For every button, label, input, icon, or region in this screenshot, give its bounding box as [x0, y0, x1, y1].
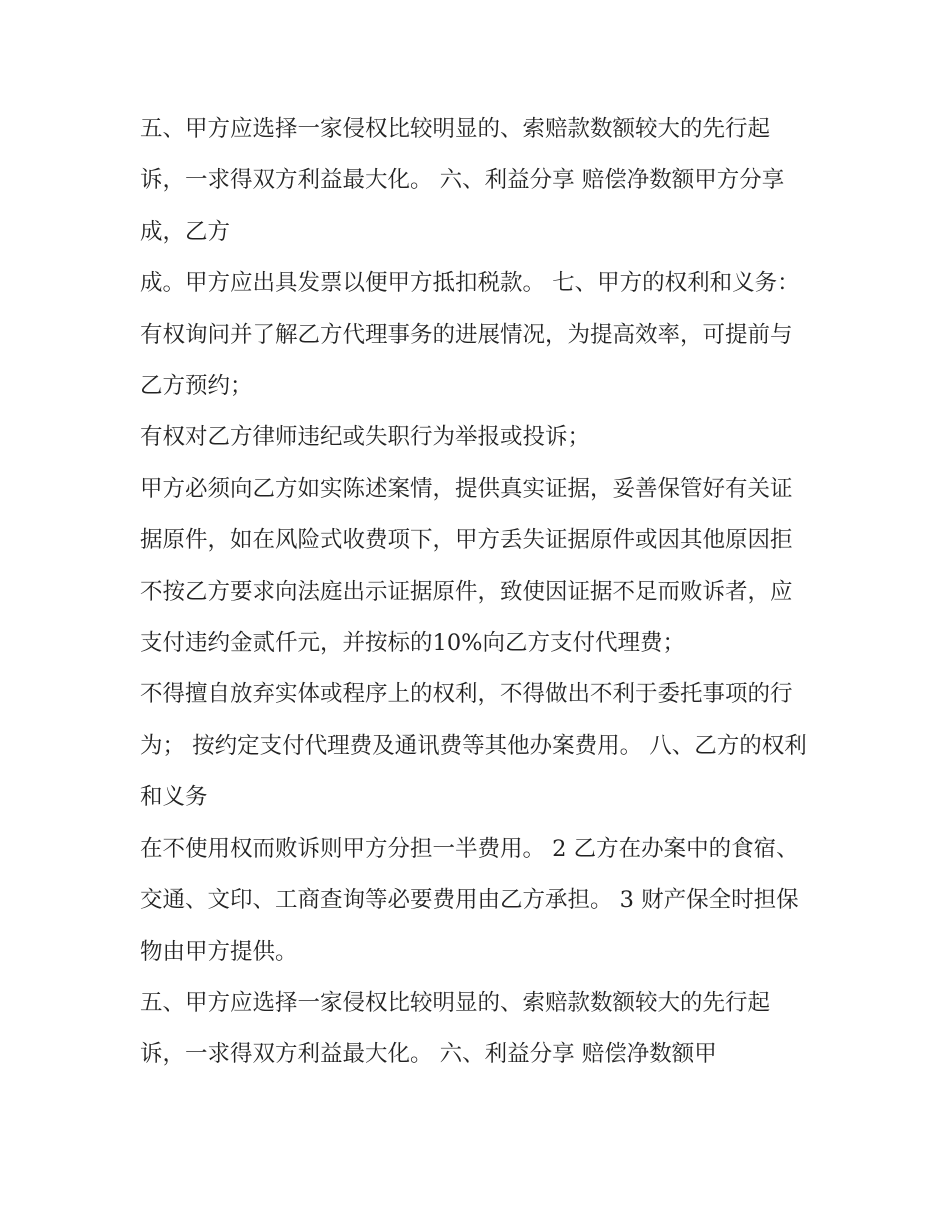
paragraph: 不得擅自放弃实体或程序上的权利，不得做出不利于委托事项的行为； 按约定支付代理费及通讯费等其他办案费用。 八、乙方的权利和义务: [140, 681, 807, 811]
paragraph: 有权对乙方律师违纪或失职行为举报或投诉；: [140, 424, 591, 451]
paragraph: 五、甲方应选择一家侵权比较明显的、索赔款数额较大的先行起诉，一求得双方利益最大化。 六、利益分享 赔偿净数额甲: [140, 989, 771, 1068]
paragraph: 五、甲方应选择一家侵权比较明显的、索赔款数额较大的先行起诉，一求得双方利益最大化。 六、利益分享 赔偿净数额甲方分享 成，乙方: [140, 116, 792, 245]
paragraph: 在不使用权而败诉则甲方分担一半费用。 2 乙方在办案中的食宿、交通、文印、工商查询等必要费用由乙方承担。 3 财产保全时担保物由甲方提供。: [140, 835, 799, 965]
paragraph: 成。甲方应出具发票以便甲方抵扣税款。 七、甲方的权利和义务： 有权询问并了解乙方代理事务的进展情况，为提高效率，可提前与乙方预约；: [140, 270, 807, 400]
document-body: [140, 104, 812, 1081]
paragraph: 甲方必须向乙方如实陈述案情，提供真实证据，妥善保管好有关证据原件，如在风险式收费项下，甲方丢失证据原件或因其他原因拒不按乙方要求向法庭出示证据原件，致使因证据不足而败诉者，应支付违约金贰仟元，并按标的10%向乙方支付代理费；: [140, 475, 793, 657]
